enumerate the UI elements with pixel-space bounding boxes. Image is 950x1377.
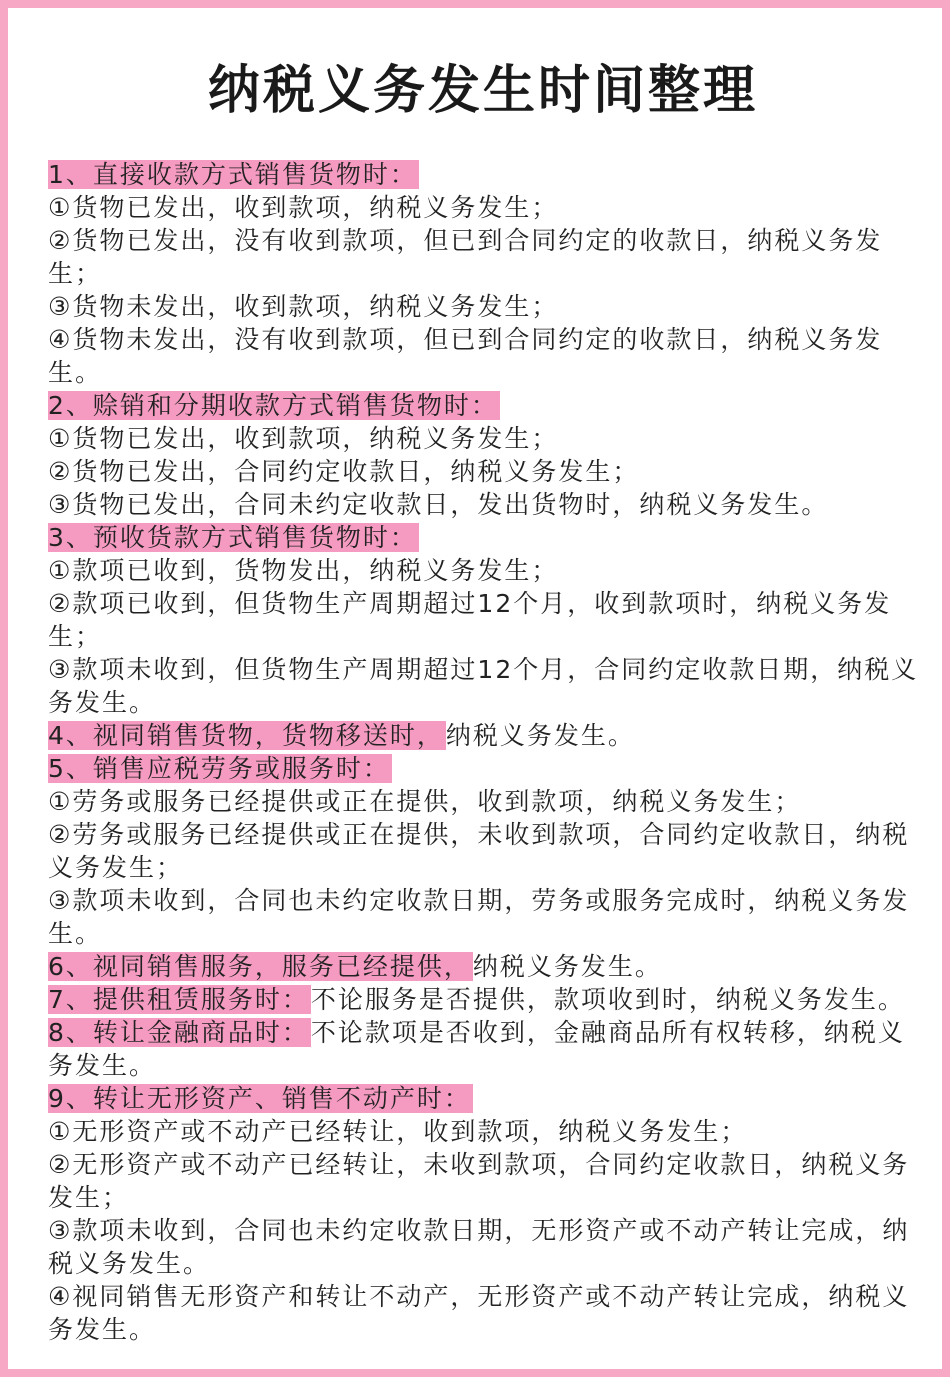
section-5 xyxy=(48,752,926,785)
section-3 xyxy=(48,521,926,554)
section-tail: 纳税义务发生。 xyxy=(472,952,662,981)
list-item: ②无形资产或不动产已经转让，未收到款项，合同约定收款日，纳税义务发生； xyxy=(48,1150,910,1212)
section-heading: 9、转让无形资产、销售不动产时： xyxy=(48,1084,471,1113)
section-2 xyxy=(48,389,926,422)
section-tail: 纳税义务发生。 xyxy=(445,721,635,750)
page-title: 纳税义务发生时间整理 xyxy=(207,61,758,121)
section-8 xyxy=(48,1016,926,1082)
section-1 xyxy=(48,158,926,191)
section-heading: 8、转让金融商品时： xyxy=(48,1018,309,1047)
list-item: ①款项已收到，货物发出，纳税义务发生； xyxy=(48,556,559,585)
section-heading: 1、直接收款方式销售货物时： xyxy=(48,160,417,189)
list-item: ③款项未收到，合同也未约定收款日期，劳务或服务完成时，纳税义务发生。 xyxy=(48,886,910,948)
section-tail: 不论款项是否收到，金融商品所有权转移，纳税义务发生。 xyxy=(48,1018,905,1080)
list-item: ②货物已发出，没有收到款项，但已到合同约定的收款日，纳税义务发生； xyxy=(48,226,883,288)
list-item: ②款项已收到，但货物生产周期超过12个月，收到款项时，纳税义务发生； xyxy=(48,589,892,651)
section-heading: 6、视同销售服务，服务已经提供， xyxy=(48,952,471,981)
list-item: ③货物已发出，合同未约定收款日，发出货物时，纳税义务发生。 xyxy=(48,490,829,519)
section-heading: 4、视同销售货物，货物移送时， xyxy=(48,721,444,750)
section-heading: 7、提供租赁服务时： xyxy=(48,985,309,1014)
list-item: ④视同销售无形资产和转让不动产，无形资产或不动产转让完成，纳税义务发生。 xyxy=(48,1282,910,1344)
list-item: ③款项未收到，合同也未约定收款日期，无形资产或不动产转让完成，纳税义务发生。 xyxy=(48,1216,910,1278)
list-item: ③货物未发出，收到款项，纳税义务发生； xyxy=(48,292,559,321)
list-item: ②货物已发出，合同约定收款日，纳税义务发生； xyxy=(48,457,640,486)
list-item: ①货物已发出，收到款项，纳税义务发生； xyxy=(48,193,559,222)
section-heading: 3、预收货款方式销售货物时： xyxy=(48,523,417,552)
list-item: ①无形资产或不动产已经转让，收到款项，纳税义务发生； xyxy=(48,1117,748,1146)
list-item: ①劳务或服务已经提供或正在提供，收到款项，纳税义务发生； xyxy=(48,787,802,816)
section-9 xyxy=(48,1082,926,1115)
section-heading: 5、销售应税劳务或服务时： xyxy=(48,754,390,783)
section-6 xyxy=(48,950,926,983)
content xyxy=(48,158,926,1346)
section-heading: 2、赊销和分期收款方式销售货物时： xyxy=(48,391,498,420)
section-tail: 不论服务是否提供，款项收到时，纳税义务发生。 xyxy=(310,985,905,1014)
list-item: ②劳务或服务已经提供或正在提供，未收到款项，合同约定收款日，纳税义务发生； xyxy=(48,820,910,882)
list-item: ①货物已发出，收到款项，纳税义务发生； xyxy=(48,424,559,453)
section-7 xyxy=(48,983,926,1016)
list-item: ③款项未收到，但货物生产周期超过12个月，合同约定收款日期，纳税义务发生。 xyxy=(48,655,919,717)
list-item: ④货物未发出，没有收到款项，但已到合同约定的收款日，纳税义务发生。 xyxy=(48,325,883,387)
section-4 xyxy=(48,719,926,752)
